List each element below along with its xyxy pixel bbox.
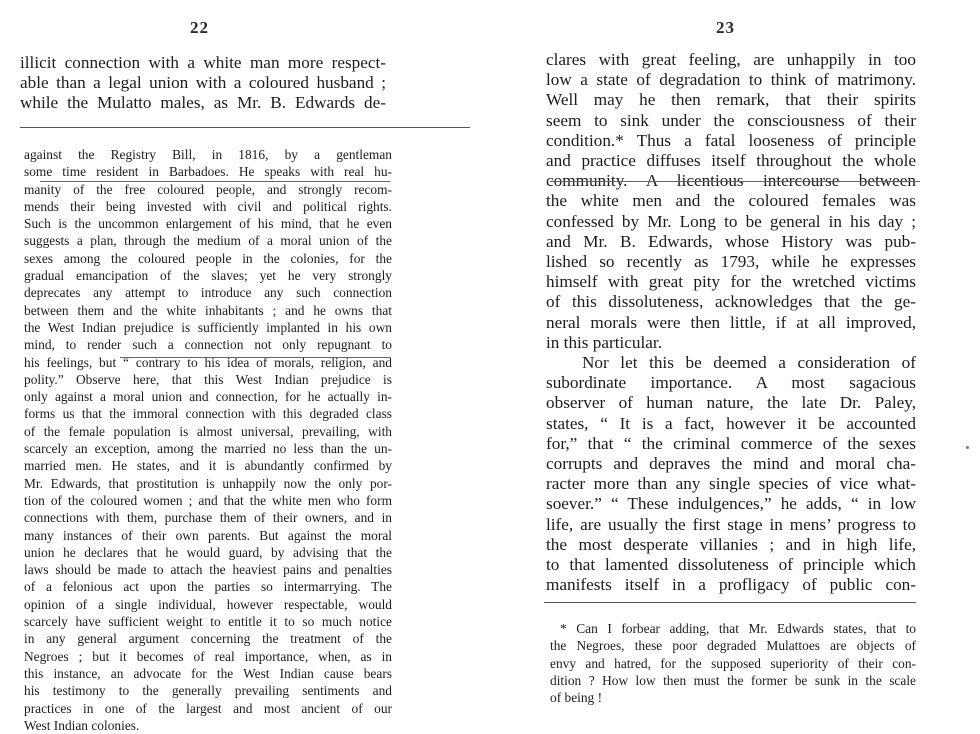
margin-speck [966,446,969,449]
footnote-line: practices in one of the largest and most ancient of our [24,700,392,716]
page-number: 23 [716,18,735,37]
print-artifact-line [120,357,390,358]
text-line: for,” that “ the criminal commerce of the sexes [546,433,916,453]
text-line: while the Mulatto males, as Mr. B. Edwards de- [20,93,386,113]
footnote-line: scarcely an exception, among the married no less than the un- [24,441,392,457]
text-line: states, “ It is a fact, however it be accounted [546,413,916,433]
footnote-line: of being ! [550,690,603,706]
footnote-line: the Negroes, these poor degraded Mulattoes are objects of [550,638,916,654]
text-line: soever.” “ These indulgences,” he adds, “ in low [546,494,916,514]
footnote [24,146,392,734]
text-line: confessed by Mr. Long to be general in his day ; [546,211,916,231]
footnote-line: some time resident in Barbadoes. He speaks with real hu- [24,164,392,180]
main-text [20,53,386,114]
text-line: life, are usually the first stage in mens’ progress to [546,514,916,534]
footnote-line: Mr. Edwards, that prostitution is unhappily now the only por- [24,475,392,491]
text-line: to that lamented dissoluteness of principle which [546,555,916,575]
footnote-line: this instance, an advocate for the West Indian cause bears [24,665,392,681]
text-line: the white men and the coloured females was [546,191,916,211]
footnote-line: laws should be made to attach the heaviest pains and penalties [24,562,392,578]
text-line: manifests itself in a profligacy of public con- [546,575,916,595]
footnote-line: of the female population is almost universal, prevailing, with [24,423,392,439]
footnote-rule [20,127,470,128]
text-line: low a state of degradation to think of matrimony. [546,70,916,90]
text-line: racter more than any single species of vice what- [546,474,916,494]
page-number: 22 [190,18,209,37]
text-line: condition.* Thus a fatal looseness of principle [546,130,916,150]
footnote-line: mind, to render such a connection not only repugnant to [24,337,392,353]
footnote [550,620,916,706]
footnote-line: West Indian colonies. [24,717,140,733]
text-line: community. A licentious intercourse between [546,171,916,191]
print-artifact-line [550,181,920,182]
footnote-line: scarcely have sufficient weight to entitle it to so much notice [24,614,392,630]
text-line: of this dissoluteness, acknowledges that the ge- [546,292,916,312]
text-line: seem to sink under the consciousness of their [546,110,916,130]
footnote-line: forms us that the immoral connection with this degraded class [24,406,392,422]
footnote-line: * Can I forbear adding, that Mr. Edwards states, that to [560,621,916,636]
text-line: observer of human nature, the late Dr. Paley, [546,393,916,413]
footnote-line: in any general argument concerning the treatment of the [24,631,392,647]
footnote-line: dition ? How low then must the former be sunk in the scale [550,672,916,688]
footnote-line: his feelings, but “ contrary to his idea of morals, religion, and [24,354,392,370]
footnote-line: connections with them, purchase them of their owners, and in [24,510,392,526]
footnote-line: mends their being invested with civil and political rights. [24,198,392,214]
footnote-line: tion of the coloured women ; and that the white men who form [24,492,392,508]
text-line: able than a legal union with a coloured husband ; [20,73,386,93]
footnote-line: his testimony to the generally prevailing sentiments and [24,683,392,699]
footnote-line: opinion of a single individual, however respectable, would [24,596,392,612]
left-page [0,0,490,733]
footnote-line: suggests a plan, through the medium of a moral union of the [24,233,392,249]
right-page [490,0,980,728]
footnote-line: sexes among the coloured people in the colonies, for the [24,250,392,266]
text-line: lished so recently as 1793, while he expresses [546,252,916,272]
footnote-line: Negroes ; but it becomes of real importance, when, as in [24,648,392,664]
footnote-line: many instances of their own parents. But against the moral [24,527,392,543]
text-line: himself with great pity for the wretched victims [546,272,916,292]
footnote-line: gradual emancipation of the slaves; yet he very strongly [24,268,392,284]
footnote-line: envy and hatred, for the supposed superiority of their con- [550,655,916,671]
footnote-line: against the Registry Bill, in 1816, by a gentleman [24,147,392,162]
footnote-line: deprecates any attempt to introduce any such connection [24,285,392,301]
text-line: Nor let this be deemed a consideration of [582,353,916,373]
text-line: neral morals were then little, if at all improved, [546,312,916,332]
text-line: in this particular. [546,332,662,352]
text-line: Well may he then remark, that their spirits [546,90,916,110]
text-line: the most desperate villanies ; and in high life, [546,534,916,554]
footnote-line: Such is the uncommon enlargement of his mind, that he even [24,216,392,232]
footnote-line: married men. He states, and it is abundantly confirmed by [24,458,392,474]
text-line: and Mr. B. Edwards, whose History was pub- [546,231,916,251]
print-artifact-line [40,181,390,182]
footnote-line: union he declares that he would guard, by advising that the [24,544,392,560]
text-line: and practice diffuses itself throughout the whole [546,151,916,171]
footnote-line: between them and the white inhabitants ; and he owns that [24,302,392,318]
footnote-line: the West Indian prejudice is sufficiently implanted in his own [24,319,392,335]
footnote-line: polity.” Observe here, that this West Indian prejudice is [24,371,392,387]
text-line: subordinate importance. A most sagacious [546,373,916,393]
footnote-line: only against a moral union and connection, for he actually in- [24,389,392,405]
text-line: corrupts and depraves the mind and moral cha- [546,454,916,474]
text-line: illicit connection with a white man more respect- [20,53,386,72]
footnote-line: manity of the free coloured people, and strongly recom- [24,181,392,197]
text-line: clares with great feeling, are unhappily in too [546,50,916,69]
footnote-line: of a felonious act upon the parties so intermarrying. The [24,579,392,595]
footnote-rule [544,602,916,603]
main-text [546,50,916,595]
